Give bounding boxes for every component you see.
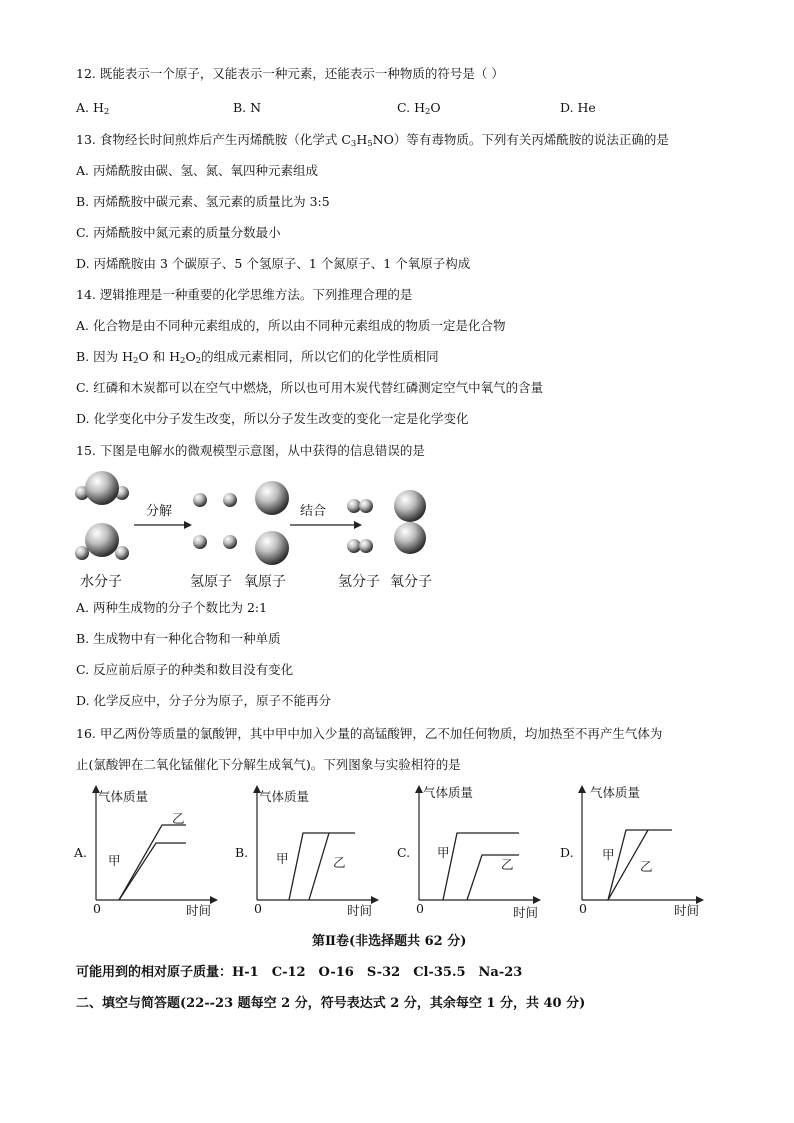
q12-option-c: C. $H_2O$: [397, 100, 441, 117]
arrow1-label: 分解: [146, 504, 173, 519]
label-water-molecule: 水分子: [80, 574, 122, 590]
q15-option-b: B. 生成物中有一种化合物和一种单质: [76, 631, 281, 646]
arrow-head: [184, 521, 192, 529]
q12-option-a: A. $H_2$: [76, 100, 110, 117]
graph-d: [560, 783, 710, 923]
label-hydrogen-molecule: 氢分子: [338, 574, 380, 590]
q15-option-d: D. 化学反应中，分子分为原子，原子不能再分: [76, 693, 332, 708]
oxygen-atom: [255, 481, 289, 515]
line-jia: [119, 843, 186, 900]
q14-option-a: A. 化合物是由不同种元素组成的，所以由不同种元素组成的物质一定是化合物: [76, 318, 506, 333]
oxygen-atom: [85, 523, 119, 557]
origin-label: 0: [93, 901, 101, 916]
q14-option-c: C. 红磷和木炭都可以在空气中燃烧，所以也可用木炭代替红磷测定空气中氧气的含量: [76, 380, 544, 395]
q14-option-d: D. 化学变化中分子发生改变，所以分子发生改变的变化一定是化学变化: [76, 411, 469, 426]
oxygen-molecule: [394, 490, 426, 554]
oxygen-atom: [85, 471, 119, 505]
graph-letter: B.: [235, 845, 249, 860]
graph-a: [74, 783, 224, 923]
q13-option-c: C. 丙烯酰胺中氮元素的质量分数最小: [76, 225, 281, 240]
hydrogen-atom: [75, 546, 89, 560]
q14-option-b: B. 因为 $H_2O$ 和 $H_2O_2$的组成元素相同，所以它们的化学性质相同: [76, 349, 439, 366]
q15-option-c: C. 反应前后原子的种类和数目没有变化: [76, 662, 294, 677]
label-yi: 乙: [501, 857, 514, 872]
hydrogen-atom: [223, 493, 237, 507]
q14-stem: 14. 逻辑推理是一种重要的化学思维方法。下列推理合理的是: [76, 287, 413, 302]
label-jia: 甲: [602, 847, 615, 862]
y-arrow: [578, 785, 586, 793]
label-yi: 乙: [640, 859, 653, 874]
label-hydrogen-atom: 氢原子: [190, 574, 232, 590]
graph-letter: A.: [74, 845, 88, 860]
hydrogen-atom: [115, 546, 129, 560]
line-yi: [119, 825, 186, 900]
hydrogen-atom: [193, 535, 207, 549]
x-arrow: [371, 896, 379, 904]
label-oxygen-molecule: 氧分子: [390, 574, 432, 590]
section-title: 第Ⅱ卷(非选择题共 62 分): [312, 934, 467, 949]
q13-option-b: B. 丙烯酰胺中碳元素、氢元素的质量比为 3:5: [76, 194, 330, 209]
y-axis-label: 气体质量: [98, 789, 149, 804]
origin-label: 0: [579, 901, 587, 916]
graph-b: [235, 783, 385, 923]
x-axis-label: 时间: [674, 903, 700, 918]
y-axis-label: 气体质量: [423, 785, 474, 800]
graph-letter: D.: [560, 845, 574, 860]
hydrogen-molecule: [347, 539, 373, 553]
origin-label: 0: [416, 901, 424, 916]
x-arrow: [533, 896, 541, 904]
atomic-masses: 可能用到的相对原子质量：H-1 C-12 O-16 S-32 Cl-35.5 Na-23: [76, 965, 523, 980]
label-jia: 甲: [437, 845, 450, 860]
q12-option-d: D. He: [560, 100, 596, 115]
part2-heading: 二、填空与简答题(22--23 题每空 2 分，符号表达式 2 分，其余每空 1 分，共 40 分): [76, 996, 586, 1011]
label-yi: 乙: [333, 855, 346, 870]
q15-option-a: A. 两种生成物的分子个数比为 2:1: [76, 600, 268, 615]
origin-label: 0: [254, 901, 262, 916]
q13-option-d: D. 丙烯酰胺由 3 个碳原子、5 个氢原子、1 个氮原子、1 个氧原子构成: [76, 256, 471, 271]
x-axis-label: 时间: [347, 903, 373, 918]
y-arrow: [415, 785, 423, 793]
q12-option-b: B. N: [233, 100, 262, 115]
graph-letter: C.: [397, 845, 411, 860]
graph-c: [397, 783, 547, 923]
hydrogen-molecule: [347, 499, 373, 513]
q12-stem: 12. 既能表示一个原子，又能表示一种元素，还能表示一种物质的符号是（ ）: [76, 66, 504, 81]
label-jia: 甲: [108, 853, 121, 868]
water-molecule: [75, 471, 129, 505]
x-arrow: [210, 896, 218, 904]
q13-stem: 13. 食物经长时间煎炸后产生丙烯酰胺（化学式 $C_3H_5NO$）等有毒物质。下列有关丙烯酰胺的说法正确的是: [76, 132, 669, 149]
q13-option-a: A. 丙烯酰胺由碳、氢、氮、氧四种元素组成: [76, 163, 318, 178]
line-yi: [309, 833, 329, 900]
label-yi: 乙: [172, 811, 185, 826]
label-oxygen-atom: 氧原子: [244, 574, 286, 590]
oxygen-atom: [255, 531, 289, 565]
q16-stem-line1: 16. 甲乙两份等质量的氯酸钾，其中甲中加入少量的高锰酸钾，乙不加任何物质，均加热至不再产生气体为: [76, 726, 663, 741]
x-axis-label: 时间: [513, 905, 539, 920]
q15-stem: 15. 下图是电解水的微观模型示意图，从中获得的信息错误的是: [76, 443, 425, 458]
arrow2-label: 结合: [300, 504, 327, 519]
hydrogen-atom: [193, 493, 207, 507]
y-axis-label: 气体质量: [590, 785, 641, 800]
water-molecule: [75, 523, 129, 560]
label-jia: 甲: [276, 851, 289, 866]
electrolysis-diagram: [72, 470, 452, 595]
x-axis-label: 时间: [186, 903, 212, 918]
arrow-head: [354, 521, 362, 529]
hydrogen-atom: [223, 535, 237, 549]
q16-stem-line2: 止(氯酸钾在二氧化锰催化下分解生成氧气)。下列图象与实验相符的是: [76, 757, 461, 772]
y-axis-label: 气体质量: [259, 789, 310, 804]
